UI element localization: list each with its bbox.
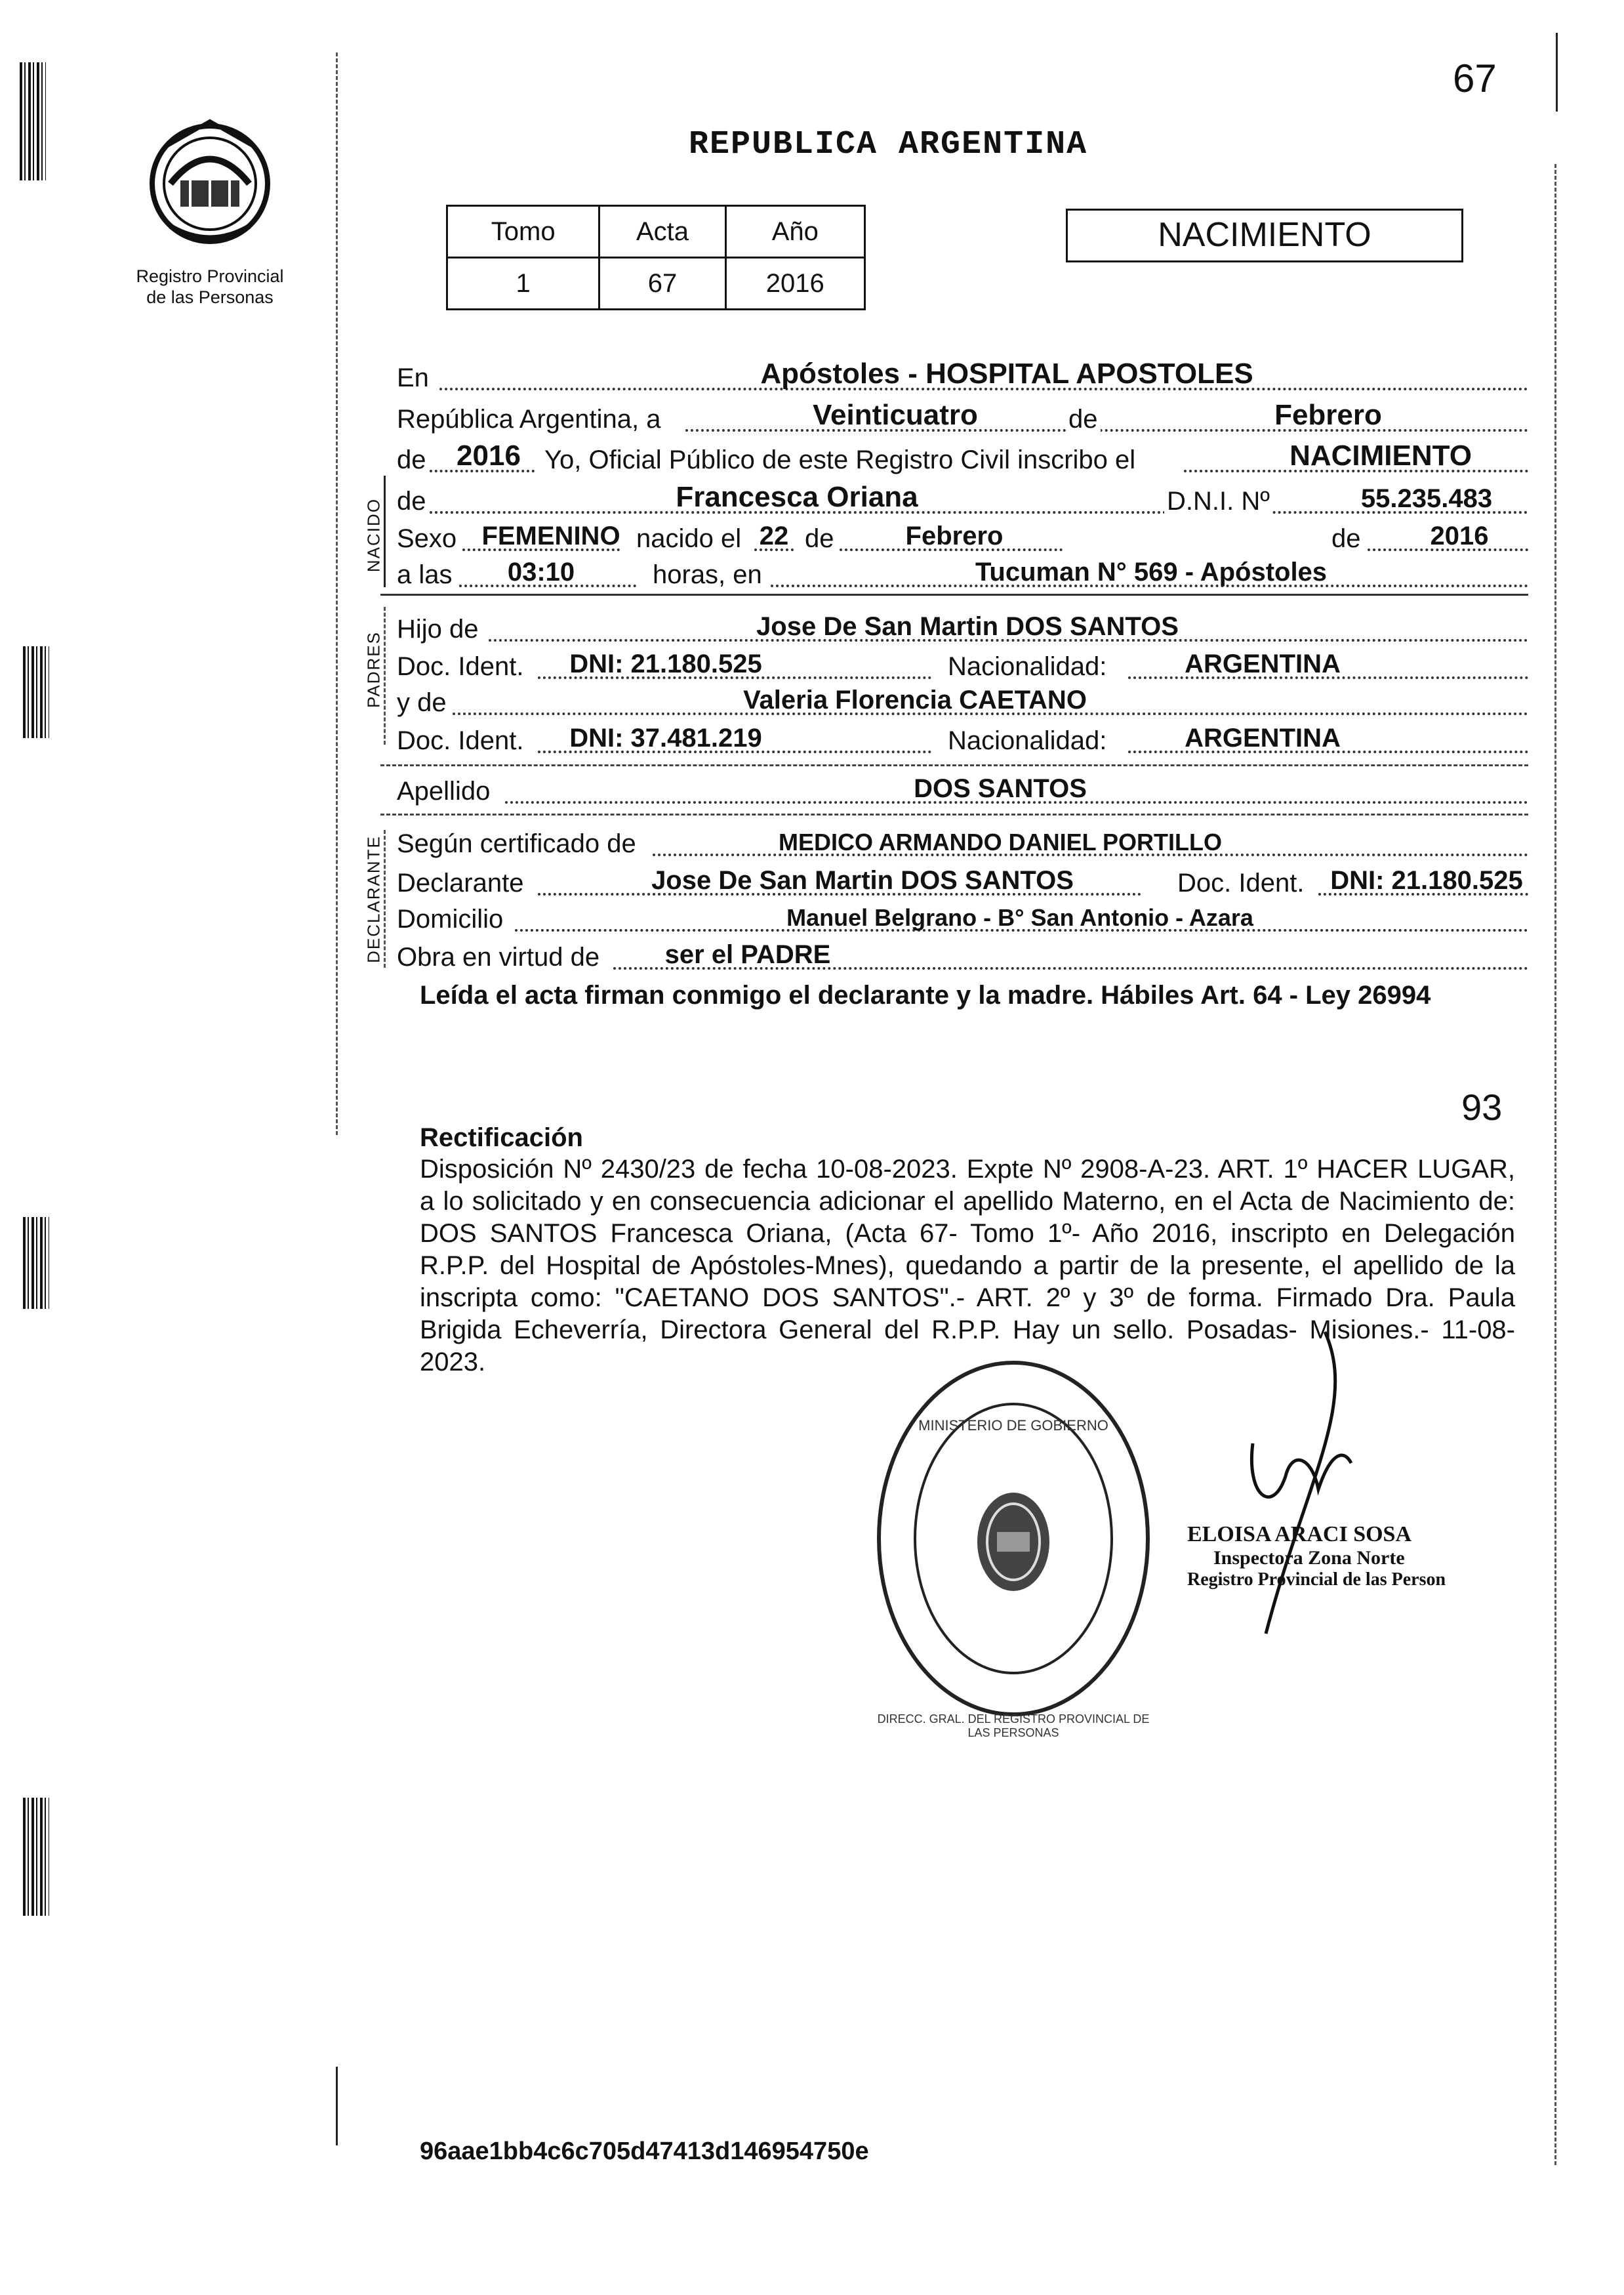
value-father-doc: DNI: 21.180.525 bbox=[569, 650, 762, 678]
label-domicilio: Domicilio bbox=[397, 905, 504, 934]
row-sexo bbox=[397, 518, 1528, 558]
label-dni: D.N.I. Nº bbox=[1164, 487, 1272, 516]
rectificacion-title: Rectificación bbox=[420, 1123, 583, 1152]
section-bar bbox=[384, 476, 386, 587]
logo-caption bbox=[112, 266, 308, 308]
scan-barcode-mark bbox=[23, 1217, 49, 1309]
record-table-header-tomo: Tomo bbox=[447, 206, 599, 258]
value-year: 2016 bbox=[457, 440, 521, 472]
value-place: Apóstoles - HOSPITAL APOSTOLES bbox=[760, 358, 1253, 390]
value-mother-doc: DNI: 37.481.219 bbox=[569, 724, 762, 753]
section-label-padres: PADRES bbox=[363, 631, 384, 708]
left-margin-line bbox=[336, 2067, 338, 2145]
row-date bbox=[397, 399, 1528, 438]
label-statement: Yo, Oficial Público de este Registro Civil inscribo el bbox=[544, 445, 1136, 474]
label-horas: horas, en bbox=[653, 560, 762, 589]
label-de: de bbox=[1066, 405, 1101, 434]
record-table-ano: 2016 bbox=[725, 258, 864, 310]
value-birth-place: Tucuman N° 569 - Apóstoles bbox=[975, 558, 1328, 587]
value-decl-doc: DNI: 21.180.525 bbox=[1330, 866, 1523, 895]
value-certificado: MEDICO ARMANDO DANIEL PORTILLO bbox=[779, 829, 1222, 856]
document-title: REPUBLICA ARGENTINA bbox=[689, 126, 1088, 163]
value-inscription: NACIMIENTO bbox=[1289, 440, 1472, 472]
signature-block bbox=[1187, 1522, 1489, 1590]
row-declarante bbox=[397, 863, 1528, 902]
separator-line bbox=[380, 594, 1528, 596]
record-table bbox=[446, 205, 866, 310]
value-obra: ser el PADRE bbox=[664, 940, 831, 969]
label-de-birth-year: de bbox=[1331, 524, 1361, 553]
signature bbox=[1227, 1325, 1410, 1640]
logo-caption-line-1: Registro Provincial bbox=[136, 266, 284, 286]
value-mother-nat: ARGENTINA bbox=[1185, 724, 1341, 753]
value-declarante: Jose De San Martin DOS SANTOS bbox=[651, 866, 1074, 895]
row-place bbox=[397, 358, 1528, 397]
value-domicilio: Manuel Belgrano - B° San Antonio - Azara bbox=[786, 904, 1253, 931]
section-bar bbox=[384, 830, 386, 968]
row-domicilio bbox=[397, 899, 1528, 938]
province-coat-of-arms-icon bbox=[144, 108, 275, 259]
value-father: Jose De San Martin DOS SANTOS bbox=[756, 612, 1179, 641]
value-month: Febrero bbox=[1274, 399, 1382, 431]
row-nacido-name bbox=[397, 481, 1528, 520]
row-hora bbox=[397, 554, 1528, 594]
value-dni: 55.235.483 bbox=[1360, 484, 1493, 513]
rectificacion-number: 93 bbox=[1461, 1086, 1503, 1128]
label-declarante: Declarante bbox=[397, 869, 524, 898]
stamp-inner-text: MINISTERIO DE GOBIERNO bbox=[918, 1417, 1108, 1434]
signer-role: Inspectora Zona Norte bbox=[1213, 1547, 1405, 1569]
label-de-year: de bbox=[397, 445, 426, 474]
label-father-nat: Nacionalidad: bbox=[948, 652, 1107, 681]
official-stamp-seal-icon bbox=[872, 1355, 1154, 1722]
page-number: 67 bbox=[1453, 56, 1497, 100]
row-y-de bbox=[397, 682, 1528, 722]
value-birth-day: 22 bbox=[759, 522, 789, 550]
label-nacido-el: nacido el bbox=[636, 524, 742, 553]
document-hash: 96aae1bb4c6c705d47413d146954750e bbox=[420, 2138, 869, 2165]
label-certificado: Según certificado de bbox=[397, 829, 636, 858]
record-table-acta: 67 bbox=[599, 258, 725, 310]
value-sexo: FEMENINO bbox=[481, 522, 620, 550]
value-name: Francesca Oriana bbox=[676, 481, 918, 513]
label-y-de: y de bbox=[397, 688, 447, 717]
row-hijo-de bbox=[397, 609, 1528, 648]
section-bar bbox=[384, 607, 386, 745]
rectificacion-text: Disposición Nº 2430/23 de fecha 10-08-2023. Expte Nº 2908-A-23. ART. 1º HACER LUGAR, a lo solicitado y en consecuencia adicionar el apellido Materno, en el Acta de Nacimiento de: DOS SANTOS Francesca Oriana, (Acta 67- Tomo 1º- Año 2016, inscripto en Delegación R.P.P. del Hospital de Apóstoles-Mnes), quedando a partir de la presente, el apellido de la inscripta como: "CAETANO DOS SANTOS".- ART. 2º y 3º de forma. Firmado Dra. Paula Brigida Echeverría, Directora General del R.P.P. Hay un sello. Posadas- Misiones.- 11-08-2023. bbox=[420, 1155, 1515, 1376]
label-father-doc: Doc. Ident. bbox=[397, 652, 524, 681]
record-table-header-ano: Año bbox=[725, 206, 864, 258]
separator-line bbox=[380, 764, 1528, 766]
label-obra: Obra en virtud de bbox=[397, 943, 600, 972]
closing-statement: Leída el acta firman conmigo el declarante y la madre. Hábiles Art. 64 - Ley 26994 bbox=[420, 981, 1431, 1010]
label-en: En bbox=[397, 363, 429, 392]
section-label-nacido: NACIDO bbox=[363, 497, 384, 573]
label-decl-doc: Doc. Ident. bbox=[1177, 869, 1305, 898]
label-mother-nat: Nacionalidad: bbox=[948, 726, 1107, 755]
record-type-box: NACIMIENTO bbox=[1066, 209, 1463, 262]
row-obra bbox=[397, 937, 1528, 976]
separator-line bbox=[380, 814, 1528, 816]
official-stamp bbox=[872, 1355, 1154, 1722]
section-label-declarante: DECLARANTE bbox=[363, 835, 384, 963]
row-mother-doc bbox=[397, 720, 1528, 760]
stamp-outer-text: DIRECC. GRAL. DEL REGISTRO PROVINCIAL DE LAS PERSONAS bbox=[877, 1712, 1150, 1739]
value-time: 03:10 bbox=[507, 558, 575, 587]
value-birth-month: Febrero bbox=[905, 522, 1004, 550]
logo-caption-line-2: de las Personas bbox=[146, 287, 274, 307]
row-certificado bbox=[397, 823, 1528, 863]
label-sexo: Sexo bbox=[397, 524, 457, 553]
left-margin-line bbox=[336, 52, 338, 1135]
right-margin-line bbox=[1554, 164, 1556, 2165]
value-apellido: DOS SANTOS bbox=[914, 774, 1087, 803]
row-father-doc bbox=[397, 646, 1528, 686]
label-alas: a las bbox=[397, 560, 453, 589]
value-father-nat: ARGENTINA bbox=[1185, 650, 1341, 678]
label-de-name: de bbox=[397, 487, 426, 516]
scan-barcode-mark bbox=[20, 62, 46, 180]
row-apellido bbox=[397, 771, 1528, 810]
row-year bbox=[397, 440, 1528, 479]
label-apellido: Apellido bbox=[397, 777, 491, 806]
label-republica: República Argentina, a bbox=[397, 405, 661, 434]
handwritten-signature-icon bbox=[1227, 1325, 1410, 1640]
label-mother-doc: Doc. Ident. bbox=[397, 726, 524, 755]
signer-org: Registro Provincial de las Person bbox=[1187, 1569, 1446, 1590]
signer-name: ELOISA ARACI SOSA bbox=[1187, 1522, 1412, 1546]
label-de-birth: de bbox=[805, 524, 834, 553]
value-day: Veinticuatro bbox=[813, 399, 978, 431]
record-table-tomo: 1 bbox=[447, 258, 599, 310]
province-logo bbox=[144, 108, 275, 259]
scan-barcode-mark bbox=[23, 1798, 49, 1916]
value-birth-year: 2016 bbox=[1430, 522, 1489, 550]
label-hijo-de: Hijo de bbox=[397, 615, 479, 644]
right-margin-line bbox=[1556, 33, 1558, 112]
record-table-header-acta: Acta bbox=[599, 206, 725, 258]
value-mother: Valeria Florencia CAETANO bbox=[743, 686, 1087, 714]
scan-barcode-mark bbox=[23, 646, 49, 738]
